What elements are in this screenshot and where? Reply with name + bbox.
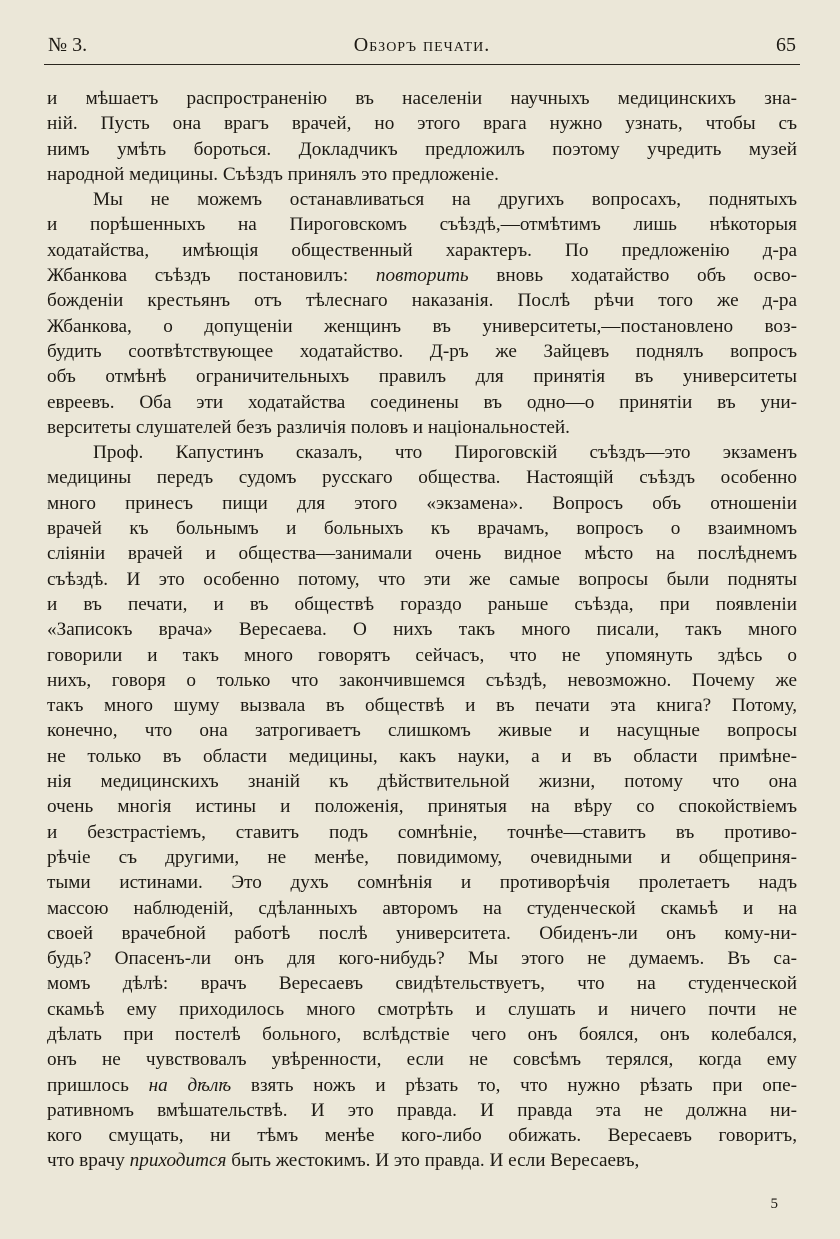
text-segment: массою наблюденій, сдѣланныхъ авторомъ на студенческой скамьѣ и на	[47, 897, 797, 919]
text-segment: момъ дѣлѣ: врачъ Вересаевъ свидѣтельствуетъ, что на студенческой	[47, 973, 797, 995]
text-line	[47, 1098, 797, 1123]
text-line	[47, 440, 797, 465]
text-segment: ративномъ вмѣшательствѣ. И это правда. И правда эта не должна ни-	[47, 1099, 797, 1121]
text-segment: Мы не можемъ останавливаться на другихъ вопросахъ, поднятыхъ	[93, 189, 797, 211]
issue-number: № 3.	[48, 34, 88, 56]
text-line	[47, 238, 797, 263]
page-title: Обзоръ печати.	[353, 34, 491, 56]
text-segment: рѣчіе съ другими, не менѣе, повидимому, очевидными и общеприня-	[47, 846, 797, 868]
emphasized-text: приходится	[129, 1150, 227, 1172]
text-line	[47, 516, 797, 541]
text-line	[47, 288, 797, 313]
text-segment: кого смущать, ни тѣмъ менѣе кого-либо обижать. Вересаевъ говоритъ,	[47, 1125, 797, 1147]
text-line	[47, 744, 797, 769]
text-segment: вновь ходатайство объ осво-	[468, 265, 797, 287]
text-segment: съѣздѣ. И это особенно потому, что эти же самые вопросы были подняты	[47, 568, 797, 590]
text-line	[47, 769, 797, 794]
header-divider	[44, 64, 800, 65]
text-segment: и безстрастіемъ, ставитъ подъ сомнѣніе, точнѣе—ставитъ въ противо-	[47, 821, 797, 843]
text-line	[47, 491, 797, 516]
article-body	[47, 86, 797, 1174]
text-line	[47, 693, 797, 718]
text-line	[47, 946, 797, 971]
text-line	[47, 997, 797, 1022]
text-segment: нихъ, говоря о только что закончившемся съѣздѣ, невозможно. Почему же	[47, 669, 797, 691]
text-segment: конечно, что она затрогиваетъ слишкомъ живые и насущные вопросы	[47, 720, 797, 742]
text-segment: врачей къ больнымъ и больныхъ къ врачамъ, вопросъ о взаимномъ	[47, 518, 797, 540]
text-line	[47, 111, 797, 136]
text-segment: онъ не чувствовалъ увѣренности, если не совсѣмъ терялся, когда ему	[47, 1049, 797, 1071]
text-line	[47, 896, 797, 921]
text-segment: очень многія истины и положенія, принятыя на вѣру со спокойствіемъ	[47, 796, 797, 818]
text-line	[47, 1123, 797, 1148]
text-segment: и порѣшенныхъ на Пироговскомъ съѣздѣ,—отмѣтимъ лишь нѣкоторыя	[47, 214, 797, 236]
text-line	[47, 339, 797, 364]
text-segment: Жбанкова, о допущеніи женщинъ въ университеты,—постановлено воз-	[47, 315, 797, 337]
text-line	[47, 415, 797, 440]
text-line	[47, 567, 797, 592]
text-line	[47, 921, 797, 946]
text-segment: божденіи крестьянъ отъ тѣлеснаго наказанія. Послѣ рѣчи того же д-ра	[47, 290, 797, 312]
text-segment: не только въ области медицины, какъ науки, а и въ области примѣне-	[47, 745, 797, 767]
text-line	[47, 162, 797, 187]
text-segment: медицины передъ судомъ русскаго общества. Настоящій съѣздъ особенно	[47, 467, 797, 489]
text-line	[47, 870, 797, 895]
text-segment: будить соотвѣтствующее ходатайство. Д-ръ же Зайцевъ поднялъ вопросъ	[47, 340, 797, 362]
text-line	[47, 390, 797, 415]
text-segment: Жбанкова съѣздъ постановилъ:	[47, 265, 376, 287]
text-line	[47, 137, 797, 162]
text-segment: будь? Опасенъ-ли онъ для кого-нибудь? Мы этого не думаемъ. Въ са-	[47, 948, 797, 970]
text-segment: «Записокъ врача» Вересаева. О нихъ такъ много писали, такъ много	[47, 619, 797, 641]
emphasized-text: повторить	[375, 265, 469, 287]
text-line	[47, 314, 797, 339]
text-segment: народной медицины. Съѣздъ принялъ это предложеніе.	[47, 163, 499, 185]
text-line	[47, 1073, 797, 1098]
text-line	[47, 1047, 797, 1072]
text-segment: и мѣшаетъ распространенію въ населеніи научныхъ медицинскихъ зна-	[47, 88, 797, 109]
text-segment: объ отмѣнѣ ограничительныхъ правилъ для принятія въ университеты	[47, 366, 797, 388]
emphasized-text: на дѣлѣ	[148, 1074, 232, 1096]
text-line	[47, 364, 797, 389]
text-line	[47, 465, 797, 490]
text-line	[47, 617, 797, 642]
text-line	[47, 263, 797, 288]
text-line	[47, 86, 797, 111]
text-segment: нимъ умѣть бороться. Докладчикъ предложилъ поэтому учредить музей	[47, 138, 797, 160]
text-segment: такъ много шуму вызвала въ обществѣ и въ печати эта книга? Потому,	[47, 695, 797, 717]
text-line	[47, 643, 797, 668]
text-segment: евреевъ. Оба эти ходатайства соединены въ одно—о принятіи въ уни-	[47, 391, 797, 413]
running-header	[44, 30, 800, 60]
text-segment: ходатайства, имѣющія общественный характеръ. По предложенію д-ра	[47, 239, 797, 261]
signature-mark: 5	[770, 1196, 778, 1212]
text-segment: много принесъ пищи для этого «экзамена». Вопросъ объ отношеніи	[47, 492, 797, 514]
text-line	[47, 212, 797, 237]
text-segment: дѣлать при постелѣ больного, вслѣдствіе чего онъ боялся, онъ колебался,	[47, 1023, 797, 1045]
text-segment: и въ печати, и въ обществѣ гораздо раньше съѣзда, при появленіи	[47, 593, 797, 615]
text-line	[47, 187, 797, 212]
text-line	[47, 1148, 797, 1173]
text-line	[47, 592, 797, 617]
text-segment: ній. Пусть она врагъ врачей, но этого врага нужно узнать, чтобы съ	[47, 113, 797, 135]
text-segment: что врачу	[47, 1150, 130, 1172]
text-segment: говорили и такъ много говорятъ сейчасъ, что не упомянуть здѣсь о	[47, 644, 797, 666]
text-segment: сліяніи врачей и общества—занимали очень видное мѣсто на послѣднемъ	[47, 543, 797, 565]
text-line	[47, 794, 797, 819]
text-segment: быть жестокимъ. И это правда. И если Вересаевъ,	[226, 1150, 640, 1172]
text-segment: тыми истинами. Это духъ сомнѣнія и противорѣчія пролетаетъ надъ	[47, 872, 797, 894]
text-segment: пришлось	[47, 1074, 149, 1096]
text-line	[47, 718, 797, 743]
text-line	[47, 971, 797, 996]
text-segment: нія медицинскихъ знаній къ дѣйствительной жизни, потому что она	[47, 771, 797, 793]
text-line	[47, 1022, 797, 1047]
text-line	[47, 668, 797, 693]
text-segment: верситеты слушателей безъ различія половъ и національностей.	[47, 416, 570, 438]
text-line	[47, 845, 797, 870]
text-line	[47, 541, 797, 566]
page-number: 65	[776, 34, 796, 56]
text-segment: взять ножъ и рѣзать то, что нужно рѣзать при опе-	[231, 1074, 797, 1096]
text-line	[47, 820, 797, 845]
text-segment: своей врачебной работѣ послѣ университета. Обиденъ-ли онъ кому-ни-	[47, 922, 797, 944]
text-segment: скамьѣ ему приходилось много смотрѣть и слушать и ничего почти не	[47, 998, 797, 1020]
text-segment: Проф. Капустинъ сказалъ, что Пироговскій съѣздъ—это экзаменъ	[93, 442, 797, 464]
